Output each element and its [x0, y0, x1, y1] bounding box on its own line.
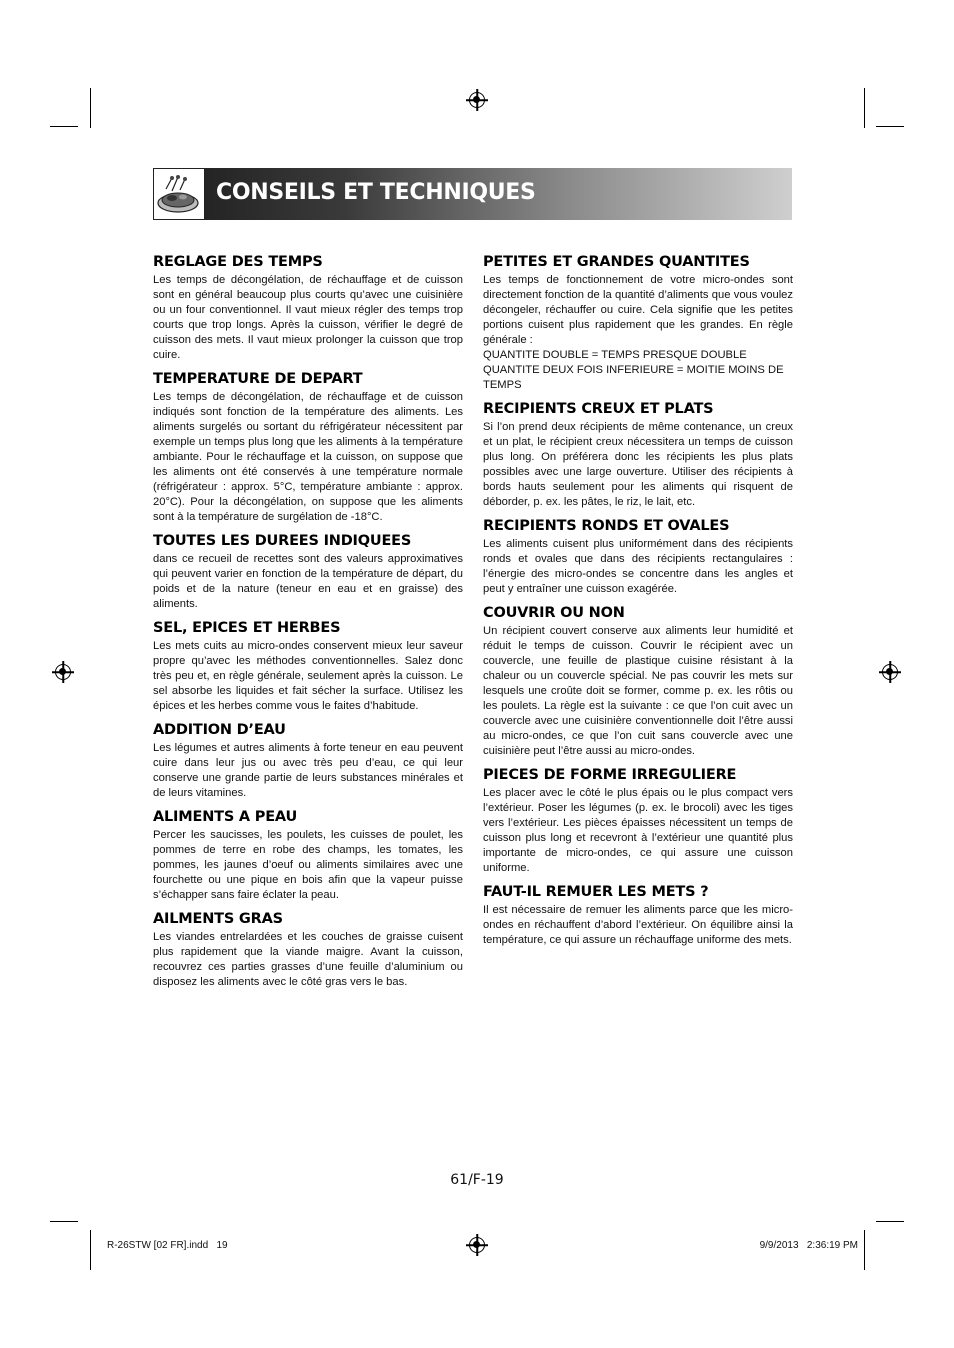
section-title: TOUTES LES DUREES INDIQUEES — [153, 533, 412, 549]
page-title: CONSEILS ET TECHNIQUES — [216, 180, 536, 205]
section-title: SEL, EPICES ET HERBES — [153, 620, 341, 636]
section-title: AILMENTS GRAS — [153, 911, 283, 927]
section-title: ALIMENTS A PEAU — [153, 809, 298, 825]
section-text: Si l’on prend deux récipients de même contenance, un creux et un plat, le récipient creux nécessitera un temps de cuisson plus long. On préférera donc les récipients les plus plats possibles avec une large ouverture. Utiliser des récipients à bords hauts seulement pour les aliments qui risquent de déborder, p. ex. les pâtes, le riz, le lait, etc. — [483, 421, 793, 508]
section-text: Les mets cuits au micro-ondes conservent mieux leur saveur propre qu’avec les méthodes conventionnelles. Salez donc très peu et, en règle générale, seulement après la cuisson. Le sel absorbe les liquides et fait sécher la surface. Utilisez les épices et les herbes comme vous le faites d’habitude. — [153, 640, 463, 712]
registration-mark-icon — [469, 1237, 485, 1253]
section-aliments-gras — [153, 911, 463, 990]
section-text: Les viandes entrelardées et les couches de graisse cuisent plus rapidement que la viande maigre. Avant la cuisson, recouvrez ces parties grasses d’une feuille d’aluminium ou disposez les aliments avec le côté gras vers le bas. — [153, 931, 463, 988]
crop-mark — [50, 1221, 78, 1222]
left-column — [153, 254, 463, 998]
footer-file-name: R-26STW [02 FR].indd 19 — [107, 1240, 228, 1251]
section-title: ADDITION D’EAU — [153, 722, 286, 738]
section-recipients-ronds — [483, 518, 793, 597]
registration-mark-icon — [469, 92, 485, 108]
registration-mark-icon — [882, 664, 898, 680]
section-reglage-temps — [153, 254, 463, 363]
crop-mark — [864, 1230, 865, 1270]
section-title: PIECES DE FORME IRREGULIERE — [483, 767, 737, 783]
section-title: TEMPERATURE DE DEPART — [153, 371, 363, 387]
crop-mark — [50, 126, 78, 127]
crop-mark — [90, 1230, 91, 1270]
section-header — [153, 168, 792, 220]
crop-mark — [876, 1221, 904, 1222]
section-title: COUVRIR OU NON — [483, 605, 625, 621]
page-number: 61/F-19 — [450, 1172, 504, 1188]
section-text: Les aliments cuisent plus uniformément dans des récipients ronds et ovales que dans des récipients rectangulaires : l’énergie des micro-ondes se concentre dans les angles et peut y entraîner une cuisson exagérée. — [483, 538, 793, 595]
cooked-dish-icon — [153, 168, 205, 220]
section-title: REGLAGE DES TEMPS — [153, 254, 323, 270]
section-text: Les temps de décongélation, de réchauffage et de cuisson indiqués sont fonction de la température des aliments. Les aliments surgelés ou sortant du réfrigérateur nécessitent par exemple un temps plus long que les aliments à la température ambiante. Pour le réchauffage et la cuisson, on suppose que les aliments ont été conservés à une température normale (réfrigérateur : approx. 5°C, température ambiante : approx. 20°C). Pour la décongélation, on suppose que les aliments sont à la température de surgélation de -18°C. — [153, 391, 463, 523]
crop-mark — [90, 88, 91, 128]
section-text: Les placer avec le côté le plus épais ou le plus compact vers l’extérieur. Poser les légumes (p. ex. le brocoli) avec les tiges vers l’extérieur. Les pièces épaisses nécessitent un temps de cuisson plus long et recevront à l’extérieur une quantité plus importante de micro-ondes, ce qui assure une cuisson uniforme. — [483, 787, 793, 874]
section-aliments-peau — [153, 809, 463, 903]
rule-line: QUANTITE DEUX FOIS INFERIEURE = MOITIE MOINS DE TEMPS — [483, 364, 784, 391]
crop-mark — [876, 126, 904, 127]
section-title: FAUT-IL REMUER LES METS ? — [483, 884, 709, 900]
section-text: Les légumes et autres aliments à forte teneur en eau peuvent cuire dans leur jus ou avec très peu d’eau, ce qui leur conserve une grande partie de leurs substances minérales et de leurs vitamines. — [153, 742, 463, 799]
section-remuer — [483, 884, 793, 948]
section-text: Les temps de décongélation, de réchauffage et de cuisson sont en général beaucoup plus courts qu’avec une cuisinière ou un four conventionnel. Il vaut mieux régler des temps trop courts que trop longs. Après la cuisson, vérifier le degré de cuisson des mets. Il vaut mieux prolonger la cuisson que trop cuire. — [153, 274, 463, 361]
rule-line: QUANTITE DOUBLE = TEMPS PRESQUE DOUBLE — [483, 349, 747, 361]
section-title: RECIPIENTS RONDS ET OVALES — [483, 518, 730, 534]
section-sel-epices-herbes — [153, 620, 463, 714]
section-forme-irreguliere — [483, 767, 793, 876]
section-text: Un récipient couvert conserve aux aliments leur humidité et réduit le temps de cuisson. Couvrir le récipient avec un couvercle, une feuille de plastique cuisine résistant à la chaleur ou un couvercle spécial. Ne pas couvrir les mets sur lesquels une croûte doit se former, comme p. ex. les rôtis ou les poulets. La règle est la suivante : ce que l’on cuit avec un couvercle avec une cuisinière conventionnelle doit l’être aussi au micro-ondes, ce que l’on cuit sans couvercle avec une cuisinière peut l’être aussi au micro-ondes. — [483, 625, 793, 757]
section-text: Les temps de fonctionnement de votre micro-ondes sont directement fonction de la quantité d’aliments que vous voulez décongeler, réchauffer ou cuire. Cela signifie que les petites portions cuisent plus rapidement que les grandes. En règle générale : — [483, 274, 793, 346]
section-addition-eau — [153, 722, 463, 801]
section-text: dans ce recueil de recettes sont des valeurs approximatives qui peuvent varier en fonction de la température de départ, du poids et de la nature (teneur en eau et en graisse) des aliments. — [153, 553, 463, 610]
section-couvrir — [483, 605, 793, 759]
crop-mark — [864, 88, 865, 128]
section-recipients-creux — [483, 401, 793, 510]
right-column — [483, 254, 793, 956]
footer-timestamp: 9/9/2013 2:36:19 PM — [759, 1240, 858, 1251]
section-text: Percer les saucisses, les poulets, les cuisses de poulet, les pommes de terre en robe des champs, les tomates, les pommes, les jaunes d’oeuf ou aliments similaires avec une fourchette ou une pique en bois afin que la vapeur puisse s’échapper sans faire éclater la peau. — [153, 829, 463, 901]
registration-mark-icon — [55, 664, 71, 680]
section-text: Il est nécessaire de remuer les aliments parce que les micro-ondes en réchauffent d’abord l’extérieur. On équilibre ainsi la température, ce qui assure un réchauffage uniforme des mets. — [483, 904, 793, 946]
section-temperature-depart — [153, 371, 463, 525]
section-durees-indiquees — [153, 533, 463, 612]
section-title: RECIPIENTS CREUX ET PLATS — [483, 401, 714, 417]
section-title: PETITES ET GRANDES QUANTITES — [483, 254, 750, 270]
section-quantites — [483, 254, 793, 393]
